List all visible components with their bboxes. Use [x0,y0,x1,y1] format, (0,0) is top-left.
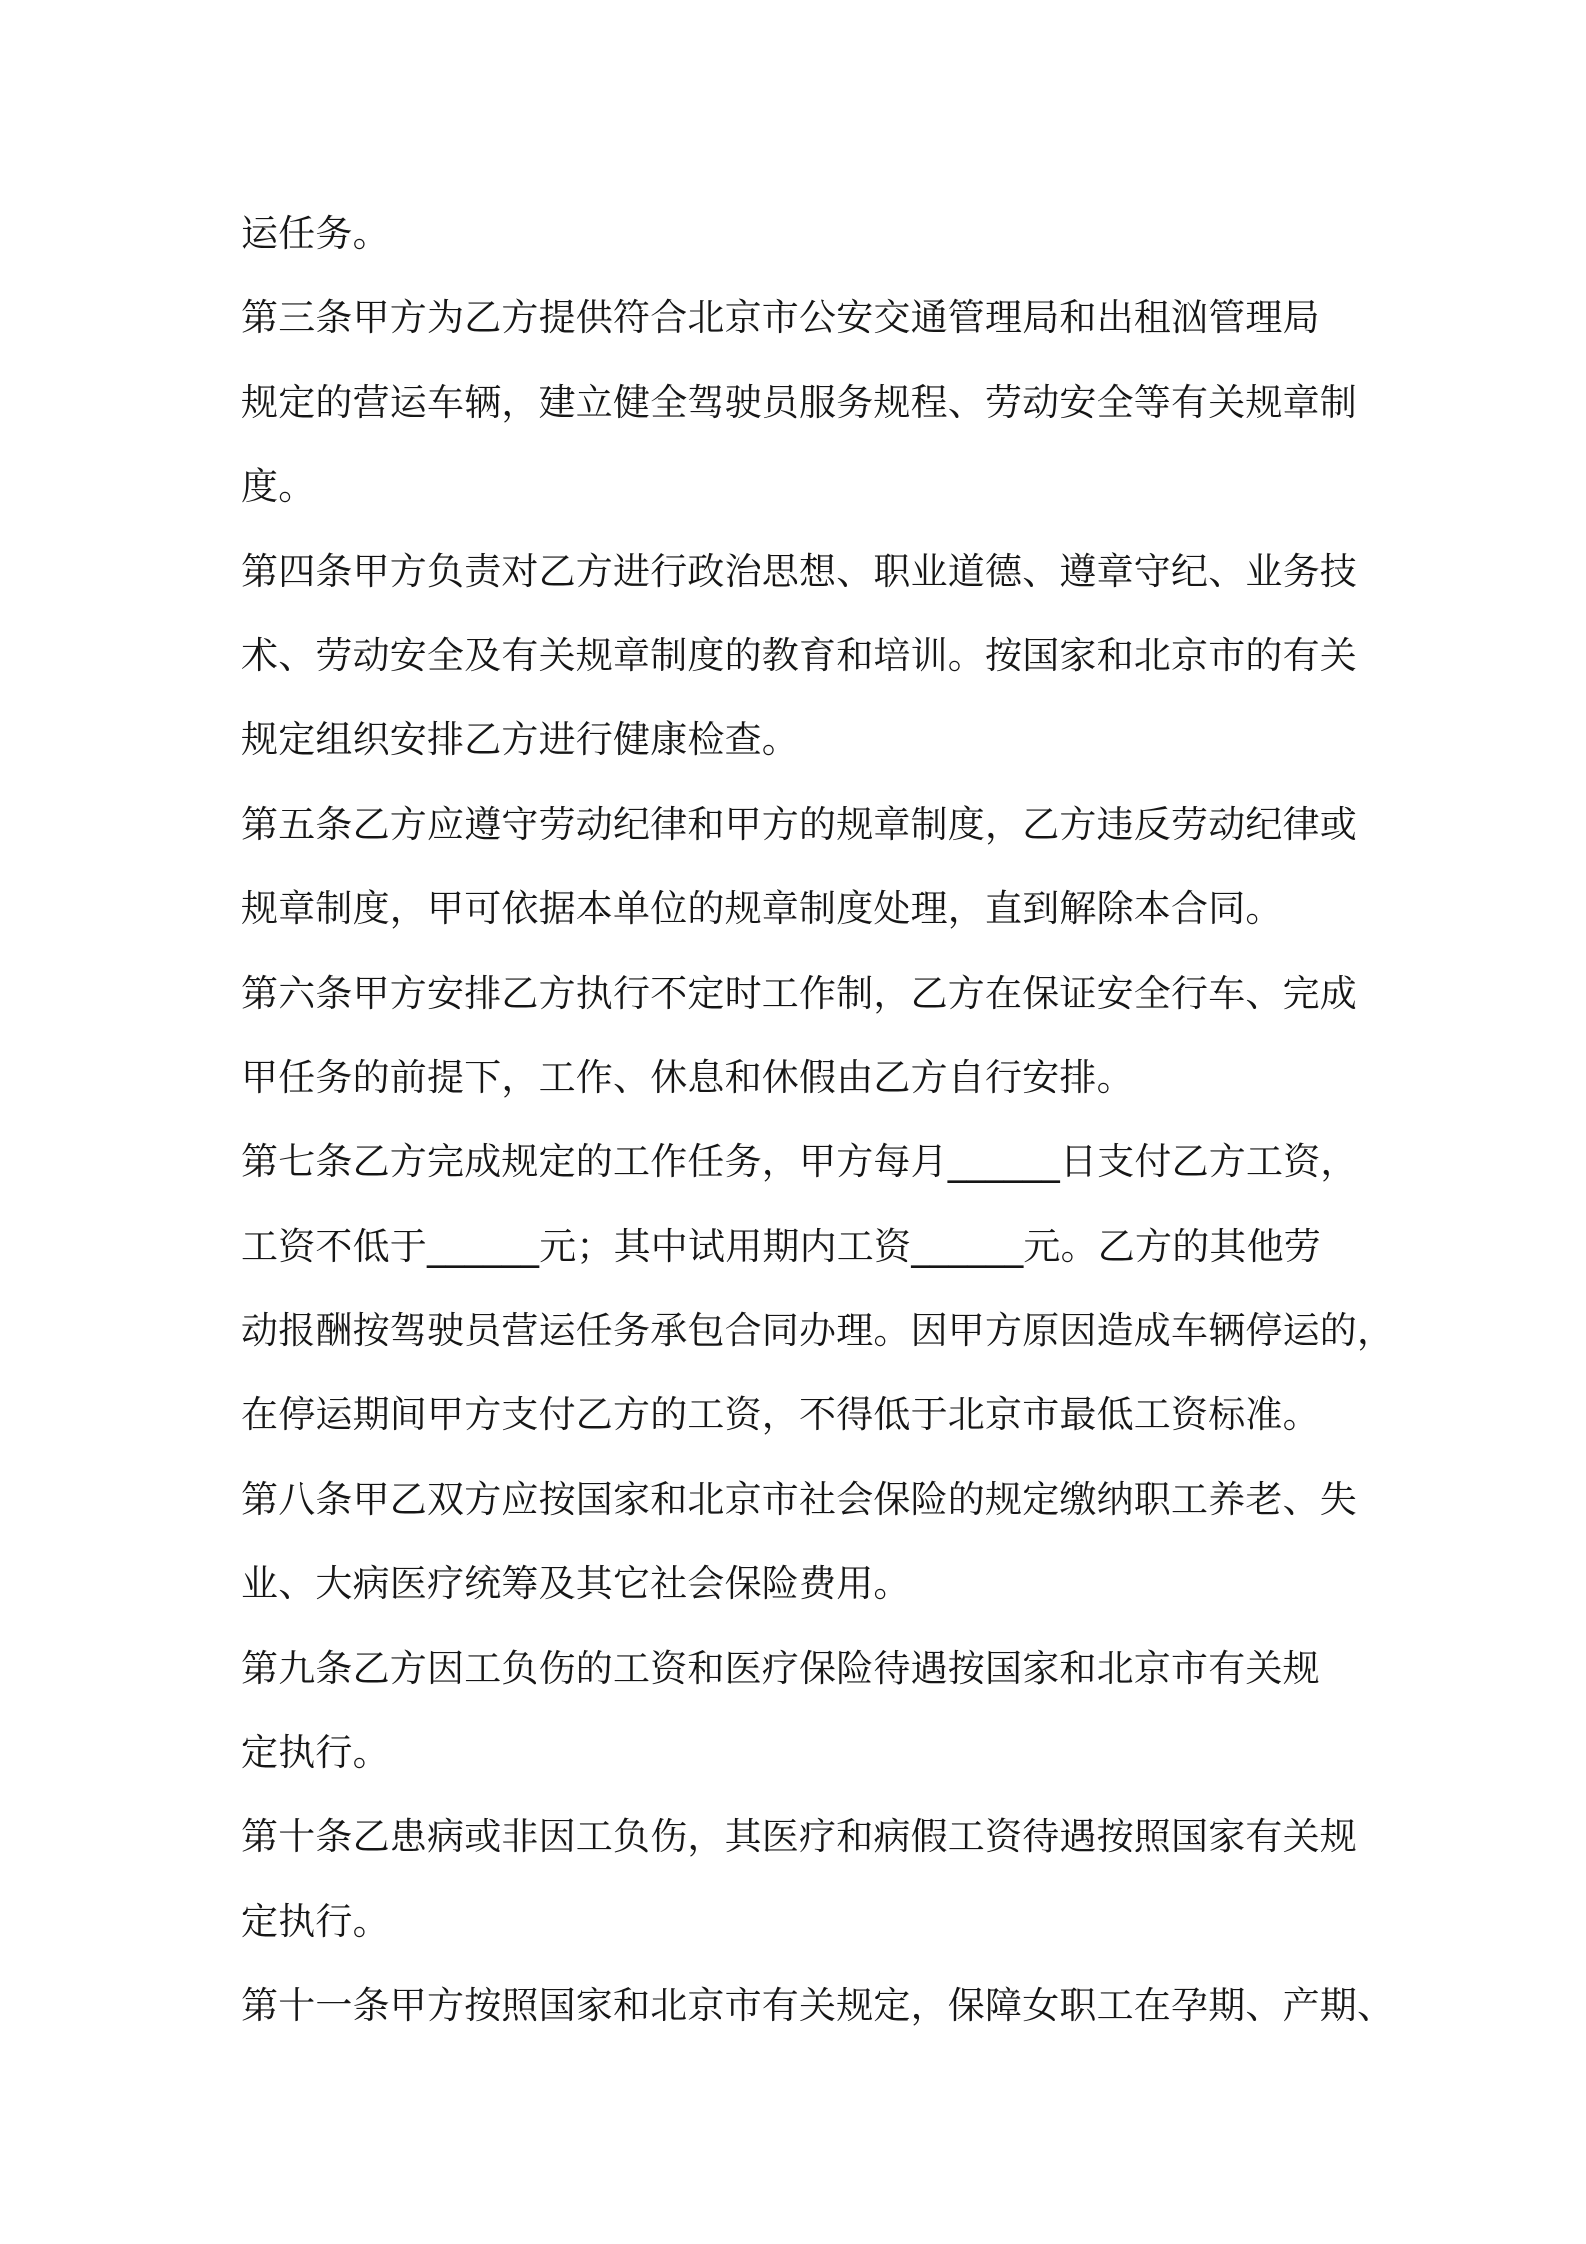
text-line: 规章制度，甲可依据本单位的规章制度处理，直到解除本合同。 [241,887,1283,931]
text-line: 第八条甲乙双方应按国家和北京市社会保险的规定缴纳职工养老、失 [241,1477,1357,1521]
text-line: 第七条乙方完成规定的工作任务，甲方每月______日支付乙方工资， [241,1140,1358,1184]
text-line: 规定组织安排乙方进行健康检查。 [241,718,799,762]
document-body [241,192,1395,2049]
text-line: 甲任务的前提下，工作、休息和休假由乙方自行安排。 [241,1055,1134,1099]
text-line: 定执行。 [241,1731,390,1775]
text-line: 业、大病医疗统筹及其它社会保险费用。 [241,1562,911,1606]
text-line: 第六条甲方安排乙方执行不定时工作制，乙方在保证安全行车、完成 [241,971,1357,1015]
text-line: 动报酬按驾驶员营运任务承包合同办理。因甲方原因造成车辆停运的， [241,1309,1395,1353]
text-line: 定执行。 [241,1899,390,1943]
text-line: 度。 [241,465,316,509]
text-line: 在停运期间甲方支付乙方的工资，不得低于北京市最低工资标准。 [241,1393,1320,1437]
text-line: 工资不低于______元；其中试用期内工资______元。乙方的其他劳 [241,1224,1321,1268]
text-line: 第四条甲方负责对乙方进行政治思想、职业道德、遵章守纪、业务技 [241,549,1357,593]
text-line: 第十一条甲方按照国家和北京市有关规定，保障女职工在孕期、产期、 [241,1984,1395,2028]
text-line: 第九条乙方因工负伤的工资和医疗保险待遇按国家和北京市有关规 [241,1646,1320,1690]
text-line: 规定的营运车辆，建立健全驾驶员服务规程、劳动安全等有关规章制 [241,380,1357,424]
text-line: 第十条乙患病或非因工负伤，其医疗和病假工资待遇按照国家有关规 [241,1815,1357,1859]
text-line: 运任务。 [241,212,390,255]
text-line: 术、劳动安全及有关规章制度的教育和培训。按国家和北京市的有关 [241,633,1357,677]
text-line: 第三条甲方为乙方提供符合北京市公安交通管理局和出租汹管理局 [241,296,1320,340]
text-line: 第五条乙方应遵守劳动纪律和甲方的规章制度，乙方违反劳动纪律或 [241,802,1357,846]
